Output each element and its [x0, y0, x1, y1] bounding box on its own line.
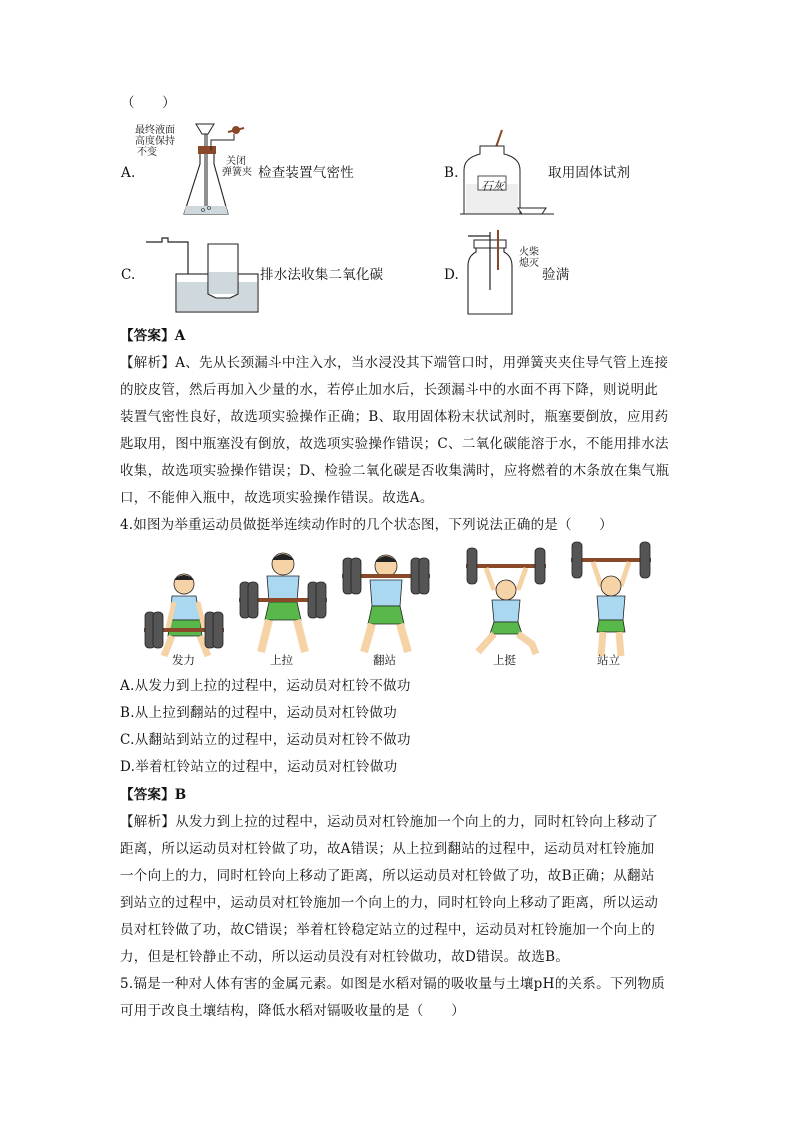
- stage-label: 站立: [597, 653, 620, 667]
- option-a-text: 检查装置气密性: [258, 165, 354, 181]
- option-b-bottle-label: 石灰: [481, 179, 504, 193]
- q4-analysis-line: 到站立的过程中，运动员对杠铃施加一个向上的力，同时杠铃向上移动了距离，所以运动: [120, 895, 659, 911]
- weightlifting-figure: [136, 540, 666, 672]
- q3-analysis-line: 收集，故选项实验操作错误；D、检验二氧化碳是否收集满时，应将燃着的木条放在集气瓶: [120, 463, 670, 479]
- option-d-label: 火柴 熄灭: [519, 247, 539, 269]
- q3-bracket: （ ）: [121, 95, 176, 111]
- option-b-text: 取用固体试剂: [548, 165, 631, 181]
- q4-options: [120, 673, 680, 781]
- water-collection-figure: [140, 232, 260, 316]
- option-d-text: 验满: [542, 267, 570, 283]
- stage-label: 发力: [172, 653, 195, 667]
- lifter-1: [144, 574, 224, 656]
- q4-analysis-line: 【解析】从发力到上拉的过程中，运动员对杠铃施加一个向上的力，同时杠铃向上移动了: [120, 814, 659, 830]
- solid-reagent-figure: [458, 124, 554, 220]
- q4-stem: 4.如图为举重运动员做挺举连续动作时的几个状态图，下列说法正确的是（ ）: [120, 517, 613, 533]
- option-c-text: 排水法收集二氧化碳: [260, 267, 384, 283]
- option-d-letter: D.: [444, 267, 460, 283]
- stage-label: 上挺: [493, 653, 516, 667]
- q5-stem-line: 可用于改良土壤结构，降低水稻对镉吸收量的是（ ）: [120, 1003, 465, 1019]
- q3-analysis-line: 【解析】A、先从长颈漏斗中注入水，当水浸没其下端管口时，用弹簧夹夹住导气管上连接: [120, 355, 669, 371]
- q3-analysis-line: 的胶皮管，然后再加入少量的水，若停止加水后，长颈漏斗中的水面不再下降，则说明此: [120, 382, 659, 398]
- q3-analysis-line: 匙取用，图中瓶塞没有倒放，故选项实验操作错误；C、二氧化碳能溶于水，不能用排水法: [120, 436, 669, 452]
- q4-answer: 【答案】B: [120, 787, 187, 803]
- lifter-5: [571, 542, 651, 656]
- option-b-letter: B.: [444, 165, 459, 181]
- option-a-label-left: 最终液面 高度保持 不变: [135, 125, 175, 158]
- q3-analysis: [120, 350, 680, 512]
- q3-answer: 【答案】A: [120, 328, 186, 344]
- q4-analysis-line: 一个向上的力，同时杠铃向上移动了距离，所以运动员对杠铃做了功，故B正确；从翻站: [120, 868, 655, 884]
- q4-option-a: A.从发力到上拉的过程中，运动员对杠铃不做功: [120, 678, 411, 694]
- q4-option-d: D.举着杠铃站立的过程中，运动员对杠铃做功: [120, 759, 398, 775]
- q5-stem: [120, 971, 680, 1025]
- airtightness-apparatus-figure: [176, 120, 266, 220]
- q4-option-b: B.从上拉到翻站的过程中，运动员对杠铃做功: [120, 705, 398, 721]
- gas-full-check-figure: [462, 230, 522, 320]
- q4-analysis-line: 员对杠铃做了功，故C错误；举着杠铃稳定站立的过程中，运动员对杠铃施加一个向上的: [120, 922, 656, 938]
- q5-stem-line: 5.镉是一种对人体有害的金属元素。如图是水稻对镉的吸收量与土壤pH的关系。下列物质: [120, 976, 666, 992]
- stage-label: 翻站: [373, 653, 396, 667]
- lifter-4: [466, 548, 546, 654]
- q4-analysis: [120, 809, 680, 971]
- q4-option-c: C.从翻站到站立的过程中，运动员对杠铃不做功: [120, 732, 411, 748]
- lifter-2: [239, 553, 327, 652]
- lifter-3: [342, 555, 430, 652]
- q4-analysis-line: 力，但是杠铃静止不动，所以运动员没有对杠铃做功，故D错误。故选B。: [120, 949, 570, 965]
- option-a-letter: A.: [121, 165, 136, 181]
- option-c-letter: C.: [121, 267, 136, 283]
- q3-analysis-line: 装置气密性良好，故选项实验操作正确；B、取用固体粉末状试剂时，瓶塞要倒放，应用药: [120, 409, 669, 425]
- option-a-label-right: 关闭 弹簧夹: [222, 156, 252, 178]
- stage-label: 上拉: [270, 653, 293, 667]
- q3-analysis-line: 口，不能伸入瓶中，故选项实验操作错误。故选A。: [120, 490, 434, 506]
- q4-analysis-line: 距离，所以运动员对杠铃做了功，故A错误；从上拉到翻站的过程中，运动员对杠铃施加: [120, 841, 655, 857]
